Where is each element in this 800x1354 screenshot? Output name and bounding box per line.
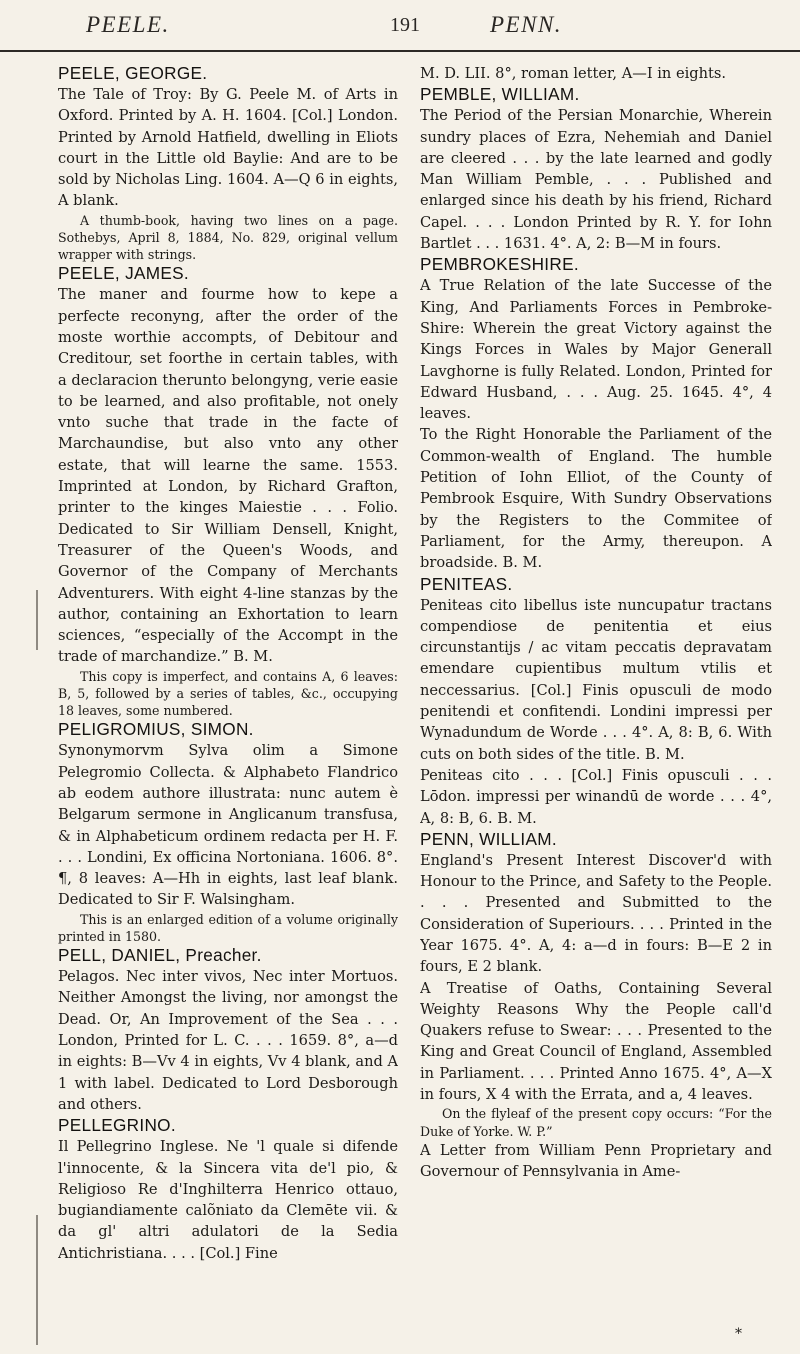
entry-text: A True Relation of the late Successe of the King, And Parliaments Forces in Pembroke-Shire: Wherein the great Victory against the Kings Forces in Wales by Major Generall Lavghorne is fully Related. London, Printed for Edward Husband, . . . Aug. 25. 1645. 4°, 4 leaves. <box>420 277 772 423</box>
page-number: 191 <box>390 14 420 36</box>
entry-heading: PELLEGRINO. <box>58 1115 176 1136</box>
entry-heading: PENN, WILLIAM. <box>420 828 557 849</box>
entry-text: To the Right Honorable the Parliament of the Common-wealth of England. The humble Petition of Iohn Elliot, of the County of Pembrook Esquire, With Sundry Observations by the Registers to the Commitee of Parliament, for the Army, thereupon. A broadside. B. M. <box>420 426 772 572</box>
entry <box>58 263 398 719</box>
right-column <box>420 63 772 1343</box>
entry <box>58 945 398 1115</box>
entry <box>420 1140 772 1183</box>
entry-text: A Letter from William Penn Proprietary and Governour of Pennsylvania in Ame- <box>420 1141 772 1181</box>
entry-text: The maner and fourme how to kepe a perfecte reconyng, after the order of the moste worthie accompts, of Debitour and Creditour, set foorthe in certain tables, with a declaracion therunto belongyng, verie easie to be learned, and also profitable, not onely vnto suche that trade in the facte of Marchaundise, but also vnto any other estate, that will learne the same. 1553. Imprinted at London, by Richard Grafton, printer to the kinges Maiestie . . . Folio. Dedicated to Sir William Densell, Knight, Treasurer of the Queen's Woods, and Governor of the Company of Merchants Adventurers. With eight 4-line stanzas by the author, containing an Exhortation to learn sciences, “especially of the Accompt in the trade of marchandize.” B. M. <box>58 286 398 666</box>
entry-text: The Period of the Persian Monarchie, Wherein sundry places of Ezra, Nehemiah and Daniel are cleered . . . by the late learned and godly Man William Pemble, . . . Published and enlarged since his death by his friend, Richard Capel. . . . London Printed by R. Y. for Iohn Bartlet . . . 1631. 4°. A, 2: B—M in fours. <box>420 107 772 253</box>
entry-text: Pelagos. Nec inter vivos, Nec inter Mortuos. Neither Amongst the living, nor amongst the Dead. Or, An Improvement of the Sea . . . London, Printed for L. C. . . . 1659. 8°, a—d in eights: B—Vv 4 in eights, Vv 4 blank, and A 1 with label. Dedicated to Lord Desborough and others. <box>58 968 398 1113</box>
entry <box>420 829 772 1140</box>
entry-heading: PEELE, GEORGE. <box>58 63 208 83</box>
entry-heading: PELL, DANIEL, Preacher. <box>58 945 262 966</box>
running-head-left: PEELE. <box>86 12 170 37</box>
running-head <box>0 12 800 38</box>
entry-note: This copy is imperfect, and contains A, 6 leaves: B, 5, followed by a series of tables, &c., occupying 18 leaves, some numbered. <box>58 668 398 719</box>
entry <box>420 574 772 829</box>
entry <box>58 63 398 263</box>
entry <box>420 63 772 84</box>
entry-note: A thumb-book, having two lines on a page. Sothebys, April 8, 1884, No. 829, original vellum wrapper with strings. <box>58 212 398 263</box>
entry <box>58 719 398 945</box>
entry-text: M. D. LII. 8°, roman letter, A—I in eights. <box>420 65 726 82</box>
running-head-right: PENN. <box>490 12 563 37</box>
entry-text: England's Present Interest Discover'd with Honour to the Prince, and Safety to the People. . . . Presented and Submitted to the Consideration of Superiours. . . . Printed in the Year 1675. 4°. A, 4: a—d in fours: B—E 2 in fours, E 2 blank. <box>420 851 772 976</box>
entry-text: A Treatise of Oaths, Containing Several Weighty Reasons Why the People call'd Quakers refuse to Swear: . . . Presented to the King and Great Council of England, Assembled in Parliament. . . . Printed Anno 1675. 4°, A—X in fours, X 4 with the Errata, and a, 4 leaves. <box>420 979 772 1104</box>
entry-text: Il Pellegrino Inglese. Ne 'l quale si difende l'innocente, & la Sincera vita de'l pio, & Religioso Re d'Inghilterra Henrico ottauo, bugiandiamente calõniato da Clemēte vii. & da gl' altri adulatori de la Sedia Antichristiana. . . . [Col.] Fine <box>58 1138 398 1262</box>
entry-text: Peniteas cito . . . [Col.] Finis opusculi . . . Lōdon. impressi per winandū de worde . . . 4°, A, 8: B, 6. B. M. <box>420 766 772 827</box>
entry-heading: PEMBROKESHIRE. <box>420 254 579 275</box>
header-rule <box>0 50 800 52</box>
margin-mark <box>36 590 38 650</box>
entry-note: On the flyleaf of the present copy occurs: “For the Duke of Yorke. W. P.” <box>420 1106 772 1139</box>
entry-text: The Tale of Troy: By G. Peele M. of Arts in Oxford. Printed by A. H. 1604. [Col.] London. Printed by Arnold Hatfield, dwelling in Eliots court in the Little old Baylie: And are to be sold by Nicholas Ling. 1604. A—Q 6 in eights, A blank. <box>58 86 398 210</box>
entry-text: Peniteas cito libellus iste nuncupatur tractans compendiose de penitentia et eius circunstantijs / ac vitam peccatis depravatam emendare cupientibus multum vtilis et neccessarius. [Col.] Finis opusculi de modo penitendi et confitendi. Londini impressi per Wynadundum de Worde . . . 4°. A, 8: B, 6. With cuts on both sides of the title. B. M. <box>420 596 772 763</box>
entry <box>58 1115 398 1264</box>
signature-mark: * <box>735 1326 742 1342</box>
entry-heading: PENITEAS. <box>420 573 513 594</box>
entry-note: This is an enlarged edition of a volume originally printed in 1580. <box>58 911 398 944</box>
margin-mark <box>36 1215 38 1345</box>
entry-text: Synonymorvm Sylva olim a Simone Pelegromio Collecta. & Alphabeto Flandrico ab eodem authore illustrata: nunc autem è Belgarum sermone in Anglicanum transfusa, & in Alphabeticum ordinem redacta per H. F. . . . Londini, Ex officina Nortoniana. 1606. 8°. ¶, 8 leaves: A—Hh in eights, last leaf blank. Dedicated to Sir F. Walsingham. <box>58 742 398 909</box>
entry <box>420 84 772 254</box>
entry-heading: PELIGROMIUS, SIMON. <box>58 719 254 740</box>
entry <box>420 254 772 573</box>
entry-heading: PEMBLE, WILLIAM. <box>420 84 580 105</box>
left-column <box>58 63 398 1343</box>
entry-heading: PEELE, JAMES. <box>58 263 189 284</box>
